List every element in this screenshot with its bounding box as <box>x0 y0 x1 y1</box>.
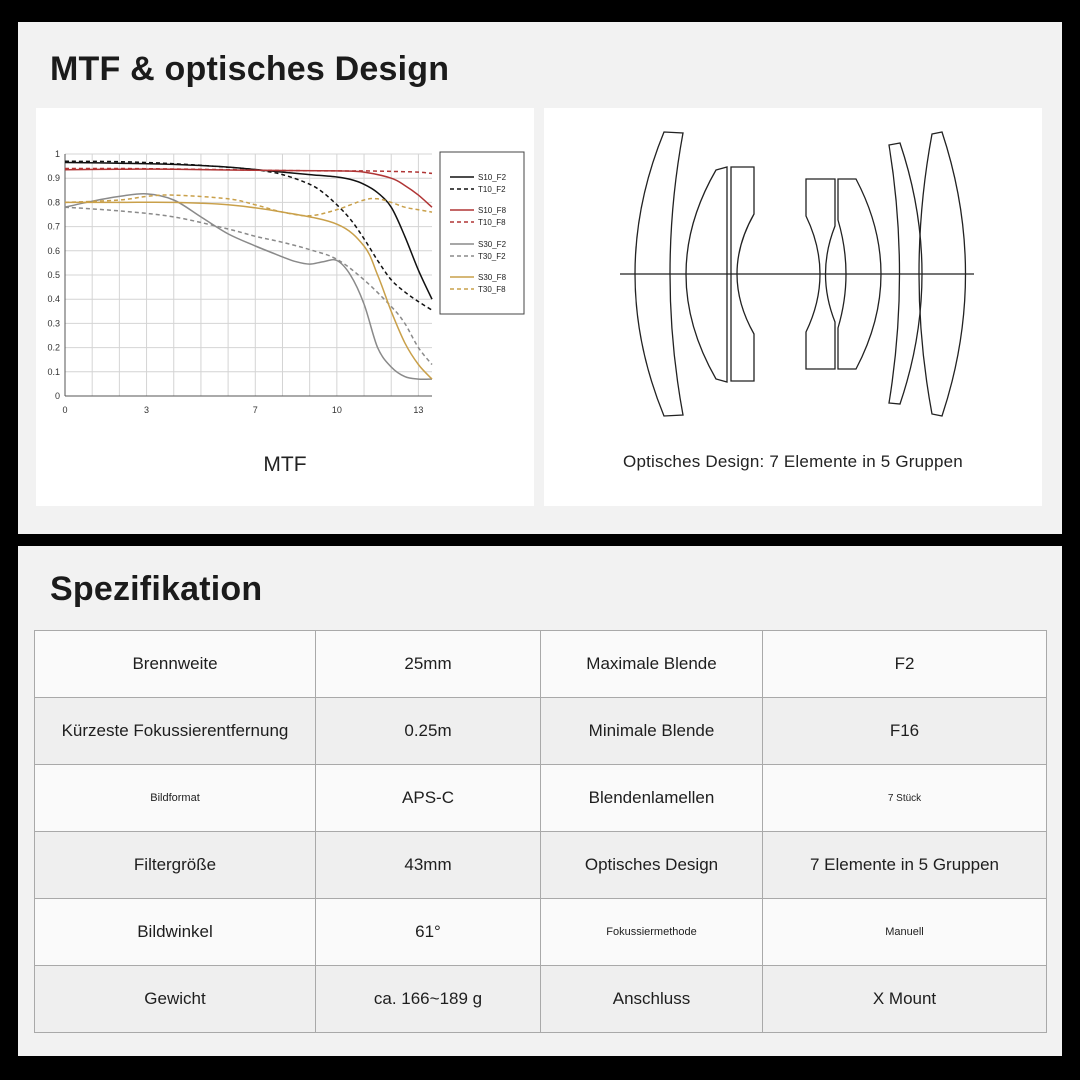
spec-value: 7 Stück <box>763 765 1047 832</box>
y-tick-label: 0.2 <box>47 342 60 353</box>
spec-row <box>35 698 1047 765</box>
spec-label: Bildformat <box>35 765 316 832</box>
spec-value: F2 <box>763 631 1047 698</box>
x-tick-label: 7 <box>252 405 258 415</box>
y-tick-label: 0.1 <box>47 366 60 377</box>
spec-label: Maximale Blende <box>541 631 763 698</box>
spec-row <box>35 966 1047 1033</box>
mtf-chart <box>36 108 534 448</box>
x-tick-label: 0 <box>62 405 68 415</box>
spec-label: Anschluss <box>541 966 763 1033</box>
y-tick-label: 0.4 <box>47 294 60 305</box>
spec-label: Fokussiermethode <box>541 899 763 966</box>
spec-row <box>35 832 1047 899</box>
mtf-caption: MTF <box>263 453 307 476</box>
y-tick-label: 0.7 <box>47 221 60 232</box>
spec-row <box>35 631 1047 698</box>
spec-label: Bildwinkel <box>35 899 316 966</box>
spec-label: Brennweite <box>35 631 316 698</box>
specification-panel <box>18 546 1062 1056</box>
legend-label: T30_F8 <box>478 285 506 294</box>
legend-label: T10_F2 <box>478 185 506 194</box>
legend-label: S10_F2 <box>478 173 507 182</box>
y-tick-label: 0.5 <box>47 270 60 280</box>
y-tick-label: 0.6 <box>47 245 60 256</box>
spec-label: Filtergröße <box>35 832 316 899</box>
mtf-section-title: MTF & optisches Design <box>50 50 450 88</box>
y-tick-label: 0 <box>54 391 60 401</box>
spec-section-title: Spezifikation <box>50 570 263 608</box>
spec-value: Manuell <box>763 899 1047 966</box>
legend-label: S30_F2 <box>478 240 507 249</box>
y-tick-label: 0.9 <box>47 173 60 184</box>
spec-table <box>34 630 1047 1033</box>
legend-label: T30_F2 <box>478 252 506 261</box>
spec-label: Optisches Design <box>541 832 763 899</box>
spec-value: ca. 166~189 g <box>316 966 541 1033</box>
lens-diagram <box>544 108 1042 448</box>
spec-label: Kürzeste Fokussierentfernung <box>35 698 316 765</box>
y-tick-label: 0.8 <box>47 197 60 208</box>
x-tick-label: 13 <box>413 405 424 415</box>
spec-label: Gewicht <box>35 966 316 1033</box>
spec-value: 43mm <box>316 832 541 899</box>
spec-label: Blendenlamellen <box>541 765 763 832</box>
x-tick-label: 10 <box>331 405 342 415</box>
y-tick-label: 1 <box>54 149 60 159</box>
spec-value: 61° <box>316 899 541 966</box>
spec-value: 25mm <box>316 631 541 698</box>
spec-value: 0.25m <box>316 698 541 765</box>
mtf-chart-card <box>36 108 534 506</box>
x-tick-label: 3 <box>144 405 150 415</box>
legend-label: S10_F8 <box>478 206 507 215</box>
spec-value: APS-C <box>316 765 541 832</box>
optical-design-card <box>544 108 1042 506</box>
spec-label: Minimale Blende <box>541 698 763 765</box>
spec-value: F16 <box>763 698 1047 765</box>
spec-row <box>35 765 1047 832</box>
mtf-design-panel <box>18 22 1062 534</box>
legend-label: T10_F8 <box>478 218 506 227</box>
spec-value: 7 Elemente in 5 Gruppen <box>763 832 1047 899</box>
spec-row <box>35 899 1047 966</box>
legend-label: S30_F8 <box>478 273 507 282</box>
spec-value: X Mount <box>763 966 1047 1033</box>
optical-design-caption: Optisches Design: 7 Elemente in 5 Gruppen <box>623 452 963 471</box>
y-tick-label: 0.3 <box>47 318 60 329</box>
